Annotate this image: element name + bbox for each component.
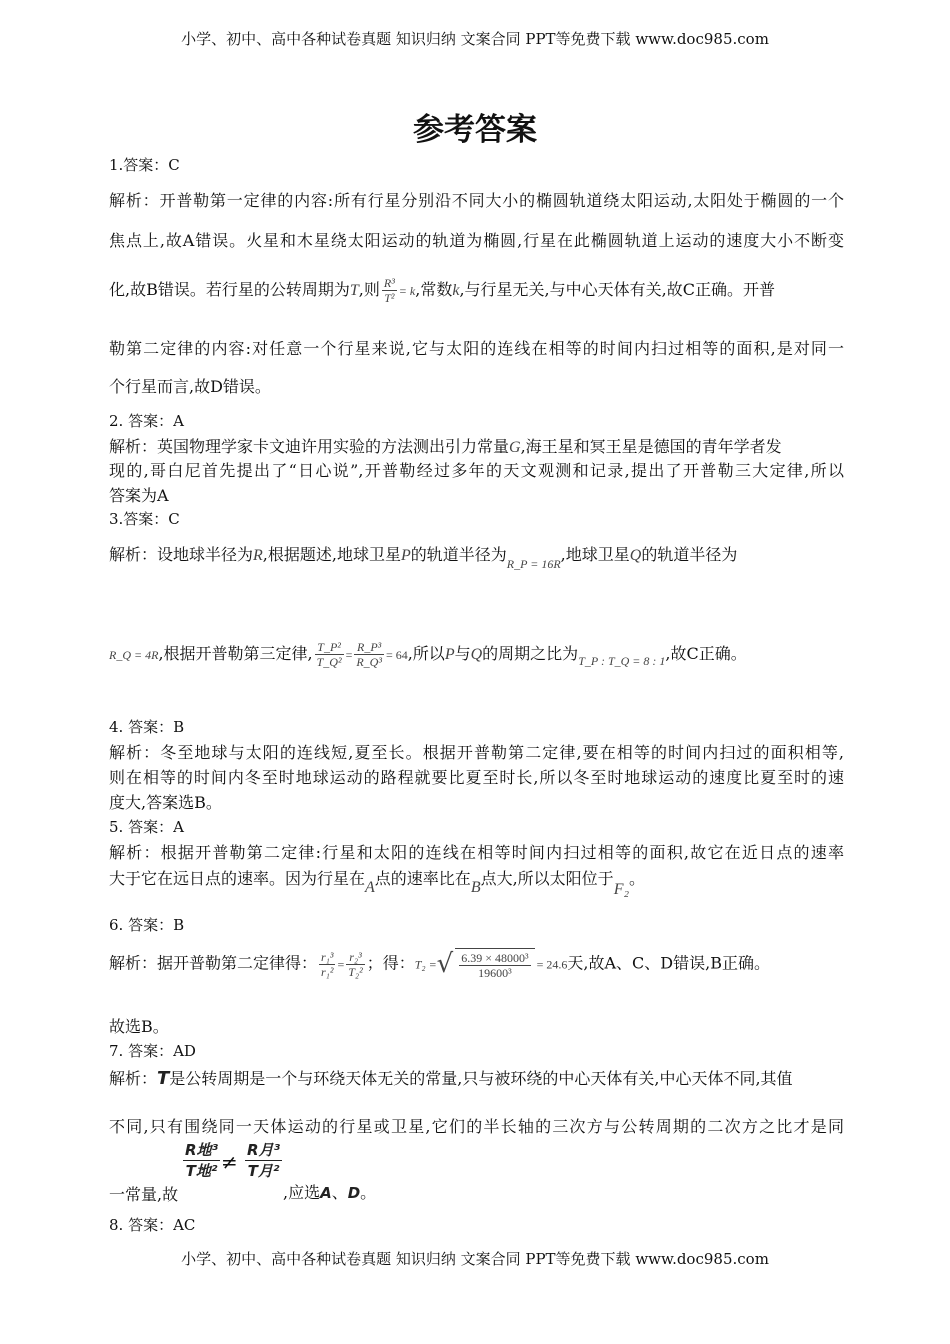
q7-f2-den: T月² — [247, 1162, 280, 1180]
q3-answer: 3.答案：C — [109, 510, 180, 528]
q3-symbol-P2: P — [444, 646, 455, 663]
q6-T2: T₂ = — [414, 957, 437, 972]
q3-radius-fraction — [354, 640, 384, 669]
q5-point-A: A — [365, 879, 375, 896]
q6-sqrt-den: 19600³ — [478, 966, 512, 980]
q1-line3 — [109, 276, 844, 305]
page-header: 小学、初中、高中各种试卷真题 知识归纳 文案合同 PPT等免费下载 www.doc985.com — [181, 30, 769, 48]
q2-symbol-G: G — [509, 439, 521, 456]
q3-text-i: 的周期之比为 — [482, 644, 579, 663]
q2-line2: 现的,哥白尼首先提出了“日心说”,开普勒经过多年的天文观测和记录,提出了开普勒三大定律,所以 — [109, 461, 844, 480]
q6-line2: 故选B。 — [109, 1017, 169, 1036]
q3-text-c: 的轨道半径为 — [410, 545, 507, 564]
q7-f1-num: R地³ — [185, 1141, 219, 1159]
q1-line2: 焦点上,故A错误。火星和木星绕太阳运动的轨道为椭圆,行星在此椭圆轨道上运动的速度大小不断变 — [109, 231, 844, 250]
q7-moon-fraction — [245, 1140, 282, 1181]
q3-symbol-R: R — [253, 547, 263, 564]
q1-frac-den: T² — [384, 291, 395, 305]
q6-fraction-2 — [346, 950, 364, 979]
q1-symbol-T: T — [349, 282, 359, 299]
q3-rp-eq: R_P = 16R — [506, 557, 561, 571]
q1-text-a: 化,故B错误。若行星的公转周期为 — [109, 280, 350, 299]
q2-line1 — [109, 434, 844, 457]
q6-f1-num: r₁³ — [321, 949, 334, 964]
q4-line3: 度大,答案选B。 — [109, 793, 222, 812]
q3-text-f: ,根据开普勒第三定律, — [158, 644, 313, 663]
q3-text-h: 与 — [454, 644, 471, 663]
q7-f2-num: R月³ — [247, 1141, 281, 1159]
q7-separator: 、 — [331, 1183, 348, 1202]
q5-point-B: B — [470, 879, 481, 896]
q6-f2-den: T₂² — [348, 964, 363, 979]
q1-line5: 个行星而言,故D错误。 — [109, 377, 271, 396]
q7-earth-fraction — [183, 1140, 220, 1181]
q3-f2-den: R_Q³ — [356, 655, 382, 669]
q5-answer: 5. 答案：A — [109, 818, 184, 836]
q6-sqrt-fraction — [455, 948, 534, 980]
q6-text-a: 解析：据开普勒第二定律得： — [109, 953, 318, 973]
q7-f1-den: T地² — [185, 1162, 218, 1180]
q1-line4: 勒第二定律的内容:对任意一个行星来说,它与太阳的连线在相等的时间内扫过相等的面积,是对同一 — [109, 339, 844, 358]
q3-period-fraction — [315, 640, 344, 669]
q4-line1: 解析：冬至地球与太阳的连线短,夏至长。根据开普勒第二定律,要在相等的时间内扫过的面积相等, — [109, 743, 844, 762]
q6-line1: 解析：据开普勒第二定律得： $\frac{\text{r₁³}}{\text{r₁²}}$ = $\frac{\text{r₂³}}{\text{T₂²}}$ ；得：T₂ =√ $\frac{\text{6.39 × 48000³}}{\text{19600³}}$ = 24.6天,故A、C、D错误,B正确。 — [109, 949, 770, 980]
q3-f2-num: R_P³ — [354, 640, 384, 655]
q5-line2 — [109, 866, 844, 899]
q3-rq-eq: R_Q = 4R — [109, 648, 159, 662]
q3-line1 — [109, 542, 844, 572]
q7-option-D: D — [347, 1184, 361, 1202]
q3-symbol-Q2: Q — [470, 646, 483, 663]
q1-frac-num: R³ — [383, 276, 395, 290]
q5-text-d: 。 — [629, 869, 646, 888]
q7-not-equal: ≠ — [221, 1150, 238, 1174]
q3-symbol-Q: Q — [629, 547, 642, 564]
q6-text-b: ；得： — [366, 953, 415, 973]
q3-value: = 64 — [385, 648, 408, 662]
q8-answer: 8. 答案：AC — [109, 1216, 196, 1234]
q5-focus-F2: F₂ — [613, 881, 630, 898]
q1-text-b: ,则 — [358, 280, 380, 299]
q7-prefix: 解析： — [109, 1069, 158, 1088]
q5-text-b: 点的速率比在 — [374, 869, 471, 888]
q6-text-c: 天,故A、C、D错误,B正确。 — [567, 953, 770, 973]
q3-text-g: ,所以 — [407, 644, 445, 663]
q5-text-a: 大于它在远日点的速率。因为行星在 — [109, 869, 366, 888]
q7-answer: 7. 答案：AD — [109, 1042, 196, 1060]
q7-text-b: ,应选 — [283, 1183, 321, 1202]
q3-text-e: 的轨道半径为 — [641, 545, 738, 564]
q3-f1-den: T_Q² — [316, 655, 342, 669]
q3-text-b: ,根据题述,地球卫星 — [262, 545, 401, 564]
q6-f1-den: r₁² — [321, 964, 334, 979]
q4-answer: 4. 答案：B — [109, 718, 185, 736]
q7-line1 — [109, 1066, 844, 1089]
q5-text-c: 点大,所以太阳位于 — [480, 869, 614, 888]
q6-fraction-1 — [319, 950, 335, 979]
q7-text-c: 。 — [360, 1183, 377, 1202]
q3-text-j: ,故C正确。 — [665, 644, 747, 663]
q3-ratio: T_P : T_Q = 8 : 1 — [578, 654, 666, 668]
q5-line1: 解析：根据开普勒第二定律:行星和太阳的连线在相等时间内扫过相等的面积,故它在近日点的速率 — [109, 843, 844, 862]
q1-symbol-k: k — [452, 282, 460, 299]
q7-symbol-T: T — [157, 1068, 170, 1089]
q1-answer: 1.答案：C — [109, 156, 180, 174]
q6-answer: 6. 答案：B — [109, 916, 185, 934]
q7-option-A: A — [320, 1184, 332, 1202]
q7-line3 — [109, 1140, 844, 1204]
q3-text-d: ,地球卫星 — [560, 545, 630, 564]
q3-f1-num: T_P² — [315, 640, 344, 655]
q7-tail — [283, 1180, 376, 1203]
q3-line2: R_Q = 4R,根据开普勒第三定律, $\frac{\text{T\_P²}}{\text{T\_Q²}}$ = $\frac{\text{R\_P³}}{\text{R\_Q³}}$ = 64,所以P与Q的周期之比为$_{T\_P : T\_Q = 8 : 1}$,故C正确。 — [109, 640, 747, 669]
q1-text-c: ,常数 — [415, 280, 453, 299]
q1-text-d: ,与行星无关,与中心天体有关,故C正确。开普 — [459, 280, 775, 299]
q1-frac-eq: = k — [398, 284, 416, 298]
q2-answer: 2. 答案：A — [109, 412, 184, 430]
page-footer: 小学、初中、高中各种试卷真题 知识归纳 文案合同 PPT等免费下载 www.doc985.com — [181, 1250, 769, 1268]
q6-value: = 24.6 — [536, 957, 568, 972]
q2-line3: 答案为A — [109, 486, 169, 505]
q3-text-a: 解析：设地球半径为 — [109, 545, 254, 564]
q1-kepler-fraction — [382, 276, 397, 305]
q6-f2-num: r₂³ — [346, 950, 364, 965]
q2-text-a: 解析：英国物理学家卡文迪许用实验的方法测出引力常量 — [109, 437, 510, 456]
q3-symbol-P: P — [400, 547, 411, 564]
q7-text-a: 是公转周期是一个与环绕天体无关的常量,只与被环绕的中心天体有关,中心天体不同,其值 — [169, 1069, 793, 1088]
page-title: 参考答案 — [413, 112, 537, 148]
q1-line1: 解析：开普勒第一定律的内容:所有行星分别沿不同大小的椭圆轨道绕太阳运动,太阳处于椭圆的一个 — [109, 191, 844, 210]
q7-text-a2: 一常量,故 — [109, 1185, 179, 1204]
q2-text-b: ,海王星和冥王星是德国的青年学者发 — [520, 437, 782, 456]
q6-sqrt-num: 6.39 × 48000³ — [461, 951, 529, 965]
q4-line2: 则在相等的时间内冬至时地球运动的路程就要比夏至时长,所以冬至时地球运动的速度比夏至时的速 — [109, 768, 844, 787]
q7-line2: 不同,只有围绕同一天体运动的行星或卫星,它们的半长轴的三次方与公转周期的二次方之比才是同 — [109, 1117, 844, 1136]
